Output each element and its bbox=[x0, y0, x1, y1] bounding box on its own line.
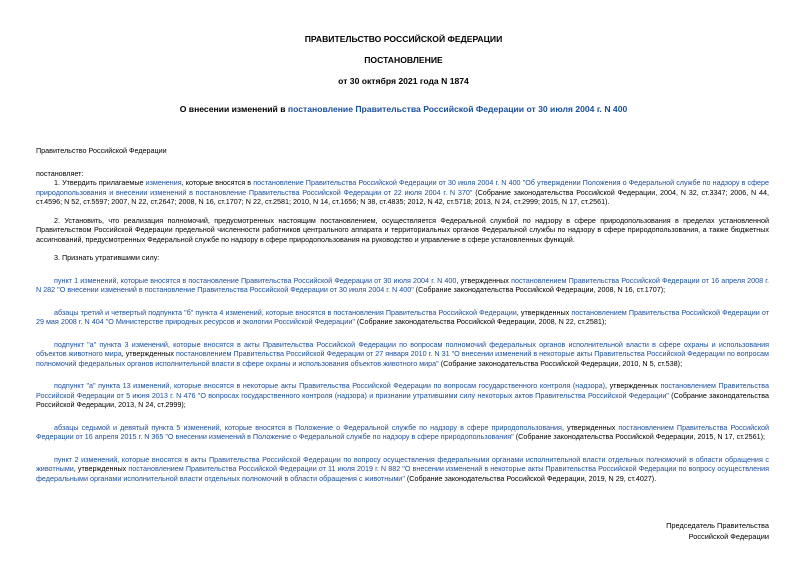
list-item: абзацы седьмой и девятый пункта 5 изменений, которые вносятся в Положение о Федеральной службе по надзору в сфере природопользования, утвержденных постановлением Правительства Российской Федерации от 16 апреля 2015 г. N 365 "О внесении изменений в Положение о Федеральной службе по надзору в сфере природопользования" (Собрание законодательства Российской Федерации, 2015, N 17, ст.2561); bbox=[36, 422, 770, 441]
item-2-link[interactable]: абзацы третий и четвертый подпункта "б" пункта 4 изменений, которые вносятся в постановления Правительства Российской Федерации bbox=[54, 307, 517, 317]
document-body bbox=[36, 146, 769, 483]
item-5-decree-link[interactable]: постановлением Правительства Российской Федерации от 16 апреля 2015 г. N 365 "О внесении изменений в Положение о Федеральной службе по надзору в сфере природопользования" bbox=[36, 422, 770, 441]
list-item: подпункт "а" пункта 3 изменений, которые вносятся в акты Правительства Российской Федерации по вопросам полномочий федеральных органов исполнительной власти в сфере охраны и использования объектов животного мира, утвержденных постановлением Правительства Российской Федерации от 27 января 2010 г. N 31 "О внесении изменений в некоторые акты Правительства Российской Федерации по вопросам полномочий федеральных органов исполнительной власти в сфере охраны и использования объектов животного мира" (Собрание законодательства Российской Федерации, 2010, N 5, ст.538); bbox=[36, 339, 769, 368]
document-type: ПОСТАНОВЛЕНИЕ bbox=[364, 55, 443, 65]
document-title bbox=[0, 104, 807, 115]
item-1-decree-link[interactable]: постановлением Правительства Российской Федерации от 16 апреля 2008 г. N 282 "О внесении изменений в постановление Правительства Российской Федерации от 30 июля 2004 г. N 400" bbox=[36, 275, 770, 294]
item-4-decree-link[interactable]: постановлением Правительства Российской Федерации от 5 июня 2013 г. N 476 "О вопросах государственного контроля (надзора) и признании утратившими силу некоторых актов Правительства Российской Федерации" bbox=[36, 381, 770, 400]
changes-link[interactable]: изменения bbox=[145, 178, 182, 187]
title-prefix: О внесении изменений в bbox=[179, 104, 288, 114]
list-item: пункт 1 изменений, которые вносятся в постановление Правительства Российской Федерации от 30 июля 2004 г. N 400, утвержденных постановлением Правительства Российской Федерации от 16 апреля 2008 г. N 282 "О внесении изменений в постановление Правительства Российской Федерации от 30 июля 2004 г. N 400" (Собрание законодательства Российской Федерации, 2008, N 16, ст.1707); bbox=[36, 275, 770, 294]
paragraph-1: 1. Утвердить прилагаемые изменения, которые вносятся в постановление Правительства Российской Федерации от 30 июля 2004 г. N 400 "Об утверждении Положения о Федеральной службе по надзору в сфере природопользования и внесении изменений в постановление Правительства Российской Федерации от 22 июля 2004 г. N 370" (Собрание законодательства Российской Федерации, 2004, N 32, ст.3347; 2006, N 44, ст.4596; N 52, ст.5597; 2007, N 22, ст.2647; 2008, N 16, ст.1707; N 22, ст.2581; 2010, N 14, ст.1656; N 38, ст.4835; 2012, N 42, ст.5718; 2013, N 24, ст.2999; 2015, N 17, ст.2561). bbox=[36, 178, 769, 206]
list-item: абзацы третий и четвертый подпункта "б" пункта 4 изменений, которые вносятся в постановления Правительства Российской Федерации, утвержденных постановлением Правительства Российской Федерации от 29 мая 2008 г. N 404 "О Министерстве природных ресурсов и экологии Российской Федерации" (Собрание законодательства Российской Федерации, 2008, N 22, ст.2581); bbox=[36, 307, 769, 326]
item-3-decree-link[interactable]: постановлением Правительства Российской Федерации от 27 января 2010 г. N 31 "О внесении изменений в некоторые акты Правительства Российской Федерации по вопросам полномочий федеральных органов исполнительной власти в сфере охраны и использования объектов животного мира" bbox=[36, 349, 769, 368]
item-6-link[interactable]: пункт 2 изменений, которые вносятся в акты Правительства Российской Федерации по вопросу осуществления федеральными органами исполнительной власти отдельных полномочий в области обращения с животными bbox=[36, 454, 769, 473]
list-item: подпункт "а" пункта 13 изменений, которые вносятся в некоторые акты Правительства Российской Федерации по вопросам государственного контроля (надзора), утвержденных постановлением Правительства Российской Федерации от 5 июня 2013 г. N 476 "О вопросах государственного контроля (надзора) и признании утратившими силу некоторых актов Правительства Российской Федерации" (Собрание законодательства Российской Федерации, 2013, N 24, ст.2999); bbox=[36, 381, 770, 409]
issuer-line: Правительство Российской Федерации bbox=[36, 146, 167, 155]
issuing-authority: ПРАВИТЕЛЬСТВО РОССИЙСКОЙ ФЕДЕРАЦИИ bbox=[304, 34, 503, 44]
item-2-decree-link[interactable]: постановлением Правительства Российской Федерации от 29 мая 2008 г. N 404 "О Министерстве природных ресурсов и экологии Российской Федерации" bbox=[36, 307, 769, 326]
signature-block bbox=[666, 520, 769, 542]
list-item: пункт 2 изменений, которые вносятся в акты Правительства Российской Федерации по вопросу осуществления федеральными органами исполнительной власти отдельных полномочий в области обращения с животными, утвержденных постановлением Правительства Российской Федерации от 11 июля 2019 г. N 882 "О внесении изменений в некоторые акты Правительства Российской Федерации по вопросу осуществления федеральными органами исполнительной власти отдельных полномочий в области обращения с животными" (Собрание законодательства Российской Федерации, 2019, N 29, ст.4027). bbox=[36, 454, 769, 483]
signature-title: Председатель Правительства bbox=[666, 521, 769, 530]
item-5-link[interactable]: абзацы седьмой и девятый пункта 5 изменений, которые вносятся в Положение о Федеральной службе по надзору в сфере природопользования bbox=[54, 422, 562, 432]
item-3-link[interactable]: подпункт "а" пункта 3 изменений, которые вносятся в акты Правительства Российской Федерации по вопросам полномочий федеральных органов исполнительной власти в сфере охраны и использования объектов животного мира bbox=[36, 339, 769, 358]
item-4-link[interactable]: подпункт "а" пункта 13 изменений, которые вносятся в некоторые акты Правительства Российской Федерации по вопросам государственного контроля (надзора) bbox=[54, 381, 606, 390]
decides-line: постановляет: bbox=[36, 168, 84, 178]
title-link[interactable]: постановление Правительства Российской Федерации от 30 июля 2004 г. N 400 bbox=[287, 104, 628, 114]
decree-400-link[interactable]: постановление Правительства Российской Федерации от 30 июля 2004 г. N 400 "Об утверждении Положения о Федеральной службе по надзору в сфере природопользования и внесении изменений в постановление Правительства Российской Федерации от 22 июля 2004 г. N 370" bbox=[36, 178, 769, 197]
paragraph-2: 2. Установить, что реализация полномочий, предусмотренных настоящим постановлением, осуществляется Федеральной службой по надзору в сфере природопользования в пределах установленной Правительством Российской Федерации предельной численности работников центрального аппарата и территориальных органов Федеральной службы по надзору в сфере природопользования, а также бюджетных ассигнований, предусмотренных Федеральной службе по надзору в сфере природопользования на руководство и управление в сфере установленных функций. bbox=[36, 215, 769, 244]
item-6-decree-link[interactable]: постановлением Правительства Российской Федерации от 11 июля 2019 г. N 882 "О внесении изменений в некоторые акты Правительства Российской Федерации по вопросу осуществления федеральными органами исполнительной власти отдельных полномочий в области обращения с животными" bbox=[36, 464, 769, 483]
signature-org: Российской Федерации bbox=[688, 532, 769, 542]
paragraph-3: 3. Признать утратившими силу: bbox=[54, 253, 160, 262]
item-1-link[interactable]: пункт 1 изменений, которые вносятся в постановление Правительства Российской Федерации от 30 июля 2004 г. N 400 bbox=[54, 275, 457, 285]
document-date: от 30 октября 2021 года N 1874 bbox=[338, 76, 469, 86]
